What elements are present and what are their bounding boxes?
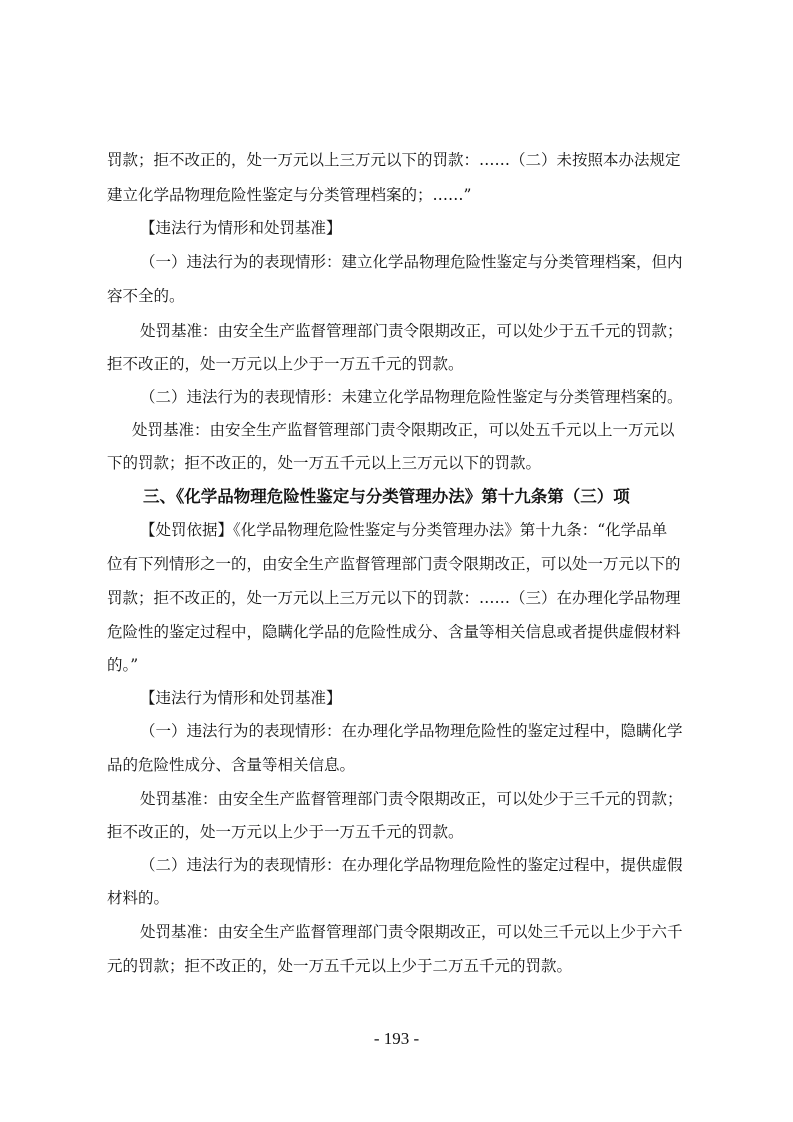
text-line: 罚款；拒不改正的，处一万元以上三万元以下的罚款：……（二）未按照本办法规定: [107, 151, 681, 169]
text-line: 位有下列情形之一的，由安全生产监督管理部门责令限期改正，可以处一万元以下的: [107, 555, 681, 573]
text-line: 下的罚款；拒不改正的，处一万五千元以上三万元以下的罚款。: [107, 454, 542, 472]
text-line: 建立化学品物理危险性鉴定与分类管理档案的；……”: [107, 186, 472, 204]
text-line: 处罚基准：由安全生产监督管理部门责令限期改正，可以处少于三千元的罚款；: [140, 790, 683, 808]
text-line: 品的危险性成分、含量等相关信息。: [107, 756, 356, 774]
text-line: 处罚基准：由安全生产监督管理部门责令限期改正，可以处三千元以上少于六千: [140, 923, 683, 941]
text-line: 容不全的。: [107, 287, 185, 305]
text-line: （一）违法行为的表现情形：在办理化学品物理危险性的鉴定过程中，隐瞒化学: [140, 722, 683, 740]
text-line: 罚款；拒不改正的，处一万元以上三万元以下的罚款：……（三）在办理化学品物理: [107, 589, 681, 607]
text-line: 的。”: [107, 656, 139, 674]
text-line: 【违法行为情形和处罚基准】: [140, 219, 342, 237]
text-line: 拒不改正的，处一万元以上少于一万五千元的罚款。: [107, 823, 464, 841]
text-line: 元的罚款；拒不改正的，处一万五千元以上少于二万五千元的罚款。: [107, 957, 573, 975]
page-number: - 193 -: [373, 1029, 420, 1048]
text-line: （二）违法行为的表现情形：未建立化学品物理危险性鉴定与分类管理档案的。: [140, 388, 683, 406]
text-line: 处罚基准：由安全生产监督管理部门责令限期改正，可以处少于五千元的罚款；: [140, 322, 683, 340]
text-line: （一）违法行为的表现情形：建立化学品物理危险性鉴定与分类管理档案，但内: [140, 253, 683, 271]
text-line: 拒不改正的，处一万元以上少于一万五千元的罚款。: [107, 355, 464, 373]
text-line: （二）违法行为的表现情形：在办理化学品物理危险性的鉴定过程中，提供虚假: [140, 856, 683, 874]
text-line: 【违法行为情形和处罚基准】: [140, 689, 342, 707]
text-line: 材料的。: [107, 889, 170, 907]
text-line: 【处罚依据】《化学品物理危险性鉴定与分类管理办法》第十九条：“化学品单: [140, 521, 668, 539]
text-line: 危险性的鉴定过程中，隐瞒化学品的危险性成分、含量等相关信息或者提供虚假材料: [107, 623, 681, 641]
section-heading: 三、《化学品物理危险性鉴定与分类管理办法》第十九条第（三）项: [143, 487, 630, 506]
text-line: 处罚基准：由安全生产监督管理部门责令限期改正，可以处五千元以上一万元以: [132, 421, 675, 439]
